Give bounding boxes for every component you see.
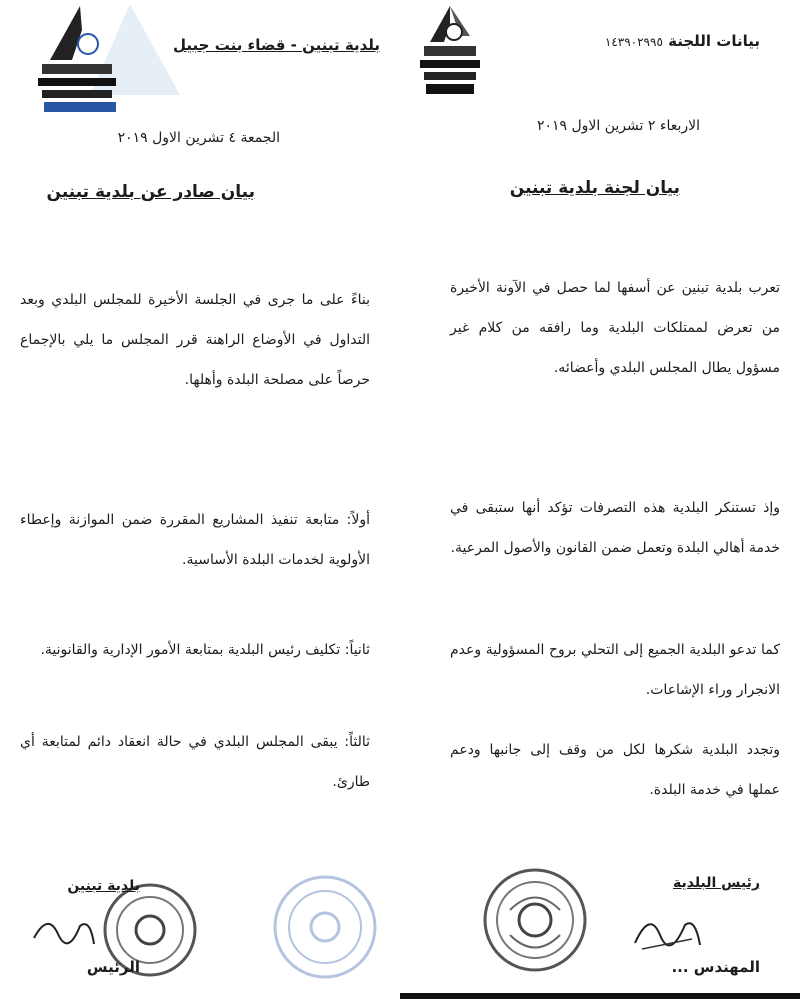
- statement-title-left: بيان صادر عن بلدية تبنين: [46, 182, 255, 202]
- right-statement: [410, 0, 800, 999]
- org-line: بيانات اللجنة: [668, 32, 760, 50]
- faded-stamp: [270, 872, 380, 982]
- left-paragraph-1: بناءً على ما جرى في الجلسة الأخيرة للمجلس البلدي وبعد التداول في الأوضاع الراهنة قرر المجلس ما يلي بالإجماع حرصاً على مصلحة البلدة وأهلها.: [20, 292, 370, 388]
- registration-number: ١٤٣٩٠٢٩٩٥: [604, 35, 663, 49]
- official-stamp: [480, 865, 590, 975]
- left-paragraph-2: أولاً: متابعة تنفيذ المشاريع المقررة ضمن الموازنة وإعطاء الأولوية لخدمات البلدة الأساسية.: [20, 512, 370, 568]
- municipality-logo-left-icon: [20, 0, 190, 120]
- signatory-title-left: بلدية تبنين: [67, 878, 140, 894]
- municipality-logo-icon: [410, 2, 490, 102]
- statement-paragraph-3: كما تدعو البلدية الجميع إلى التحلي بروح المسؤولية وعدم الانجرار وراء الإشاعات.: [450, 642, 780, 698]
- left-paragraph-3: ثانياً: تكليف رئيس البلدية بمتابعة الأمور الإدارية والقانونية.: [40, 642, 370, 658]
- statement-date: الاربعاء ٢ تشرين الاول ٢٠١٩: [536, 118, 700, 134]
- signatory-name: المهندس ...: [671, 958, 760, 976]
- signatory-name-left: الرئيس: [86, 958, 140, 976]
- signature-mark-left: [30, 908, 100, 954]
- statement-paragraph-4: وتجدد البلدية شكرها لكل من وقف إلى جانبها ودعم عملها في خدمة البلدة.: [450, 742, 780, 798]
- left-paragraph-4: ثالثاً: يبقى المجلس البلدي في حالة انعقاد دائم لمتابعة أي طارئ.: [20, 734, 370, 790]
- org-header: [605, 32, 760, 50]
- statement-date-left: الجمعة ٤ تشرين الاول ٢٠١٩: [117, 130, 280, 146]
- statement-title: بيان لجنة بلدية تبنين: [509, 178, 680, 198]
- statement-paragraph-2: وإذ تستنكر البلدية هذه التصرفات تؤكد أنها ستبقى في خدمة أهالي البلدة وتعمل ضمن القانون والأصول المرعية.: [450, 500, 780, 556]
- signature-mark: [630, 905, 710, 955]
- org-header-left: بلدية تبنين - قضاء بنت جبيل: [173, 36, 380, 54]
- faded-stamp-icon: [270, 872, 380, 982]
- municipality-logo: [410, 2, 490, 102]
- municipality-logo-left: [20, 0, 190, 120]
- signatory-title: رئيس البلدية: [672, 875, 760, 891]
- stamp-icon: [480, 865, 590, 975]
- handwritten-signature-left: [30, 908, 100, 954]
- handwritten-signature: [630, 905, 710, 955]
- bottom-border-bar: [400, 993, 800, 999]
- statement-paragraph-1: تعرب بلدية تبنين عن أسفها لما حصل في الآونة الأخيرة من تعرض لممتلكات البلدية وما رافقه من كلام غير مسؤول يطال المجلس البلدي وأعضائه.: [450, 280, 780, 376]
